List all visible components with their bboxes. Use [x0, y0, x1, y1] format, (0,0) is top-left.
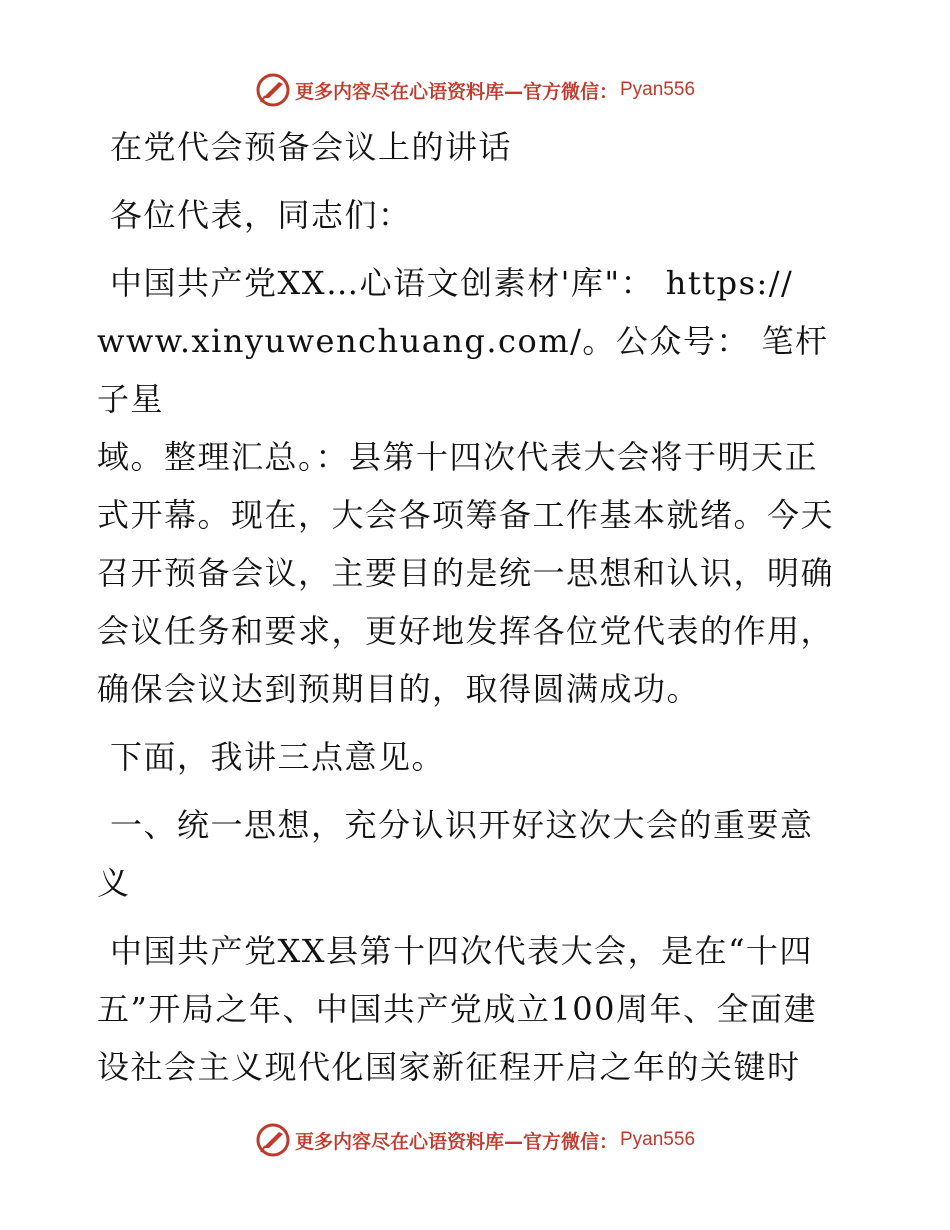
quill-logo-icon	[255, 1122, 291, 1158]
document-body	[97, 118, 857, 1106]
watermark-text: 更多内容尽在心语资料库—官方微信：	[294, 1130, 618, 1153]
section-heading-1: 一、统一思想，充分认识开好这次大会的重要意 义	[97, 806, 814, 902]
salutation: 各位代表，同志们：	[110, 196, 412, 234]
watermark-banner-top	[0, 70, 950, 110]
quill-logo-icon	[255, 72, 291, 108]
watermark-banner-bottom	[0, 1120, 950, 1160]
paragraph-intro: 中国共产党XX…心语文创素材'库"： https:// www.xinyuwenchuang.com/。公众号： 笔杆子星 域。整理汇总。：县第十四次代表大会将于明天正 式开幕。现在，大会各项筹备工作基本就绪。今天 召开预备会议，主要目的是统一思想和认识，明确 会议任务和要求，更好地发挥各位党代表的作用， 确保会议达到预期目的，取得圆满成功。	[97, 264, 835, 708]
watermark-text: 更多内容尽在心语资料库—官方微信：	[294, 80, 618, 103]
watermark-wechat-id: Pyan556	[620, 1129, 696, 1150]
paragraph-points: 下面，我讲三点意见。	[110, 738, 446, 776]
paragraph-body: 中国共产党XX县第十四次代表大会，是在“十四 五”开局之年、中国共产党成立100周年、全面建 设社会主义现代化国家新征程开启之年的关键时	[97, 932, 817, 1086]
watermark-wechat-id: Pyan556	[620, 79, 696, 100]
document-title: 在党代会预备会议上的讲话	[110, 128, 513, 166]
